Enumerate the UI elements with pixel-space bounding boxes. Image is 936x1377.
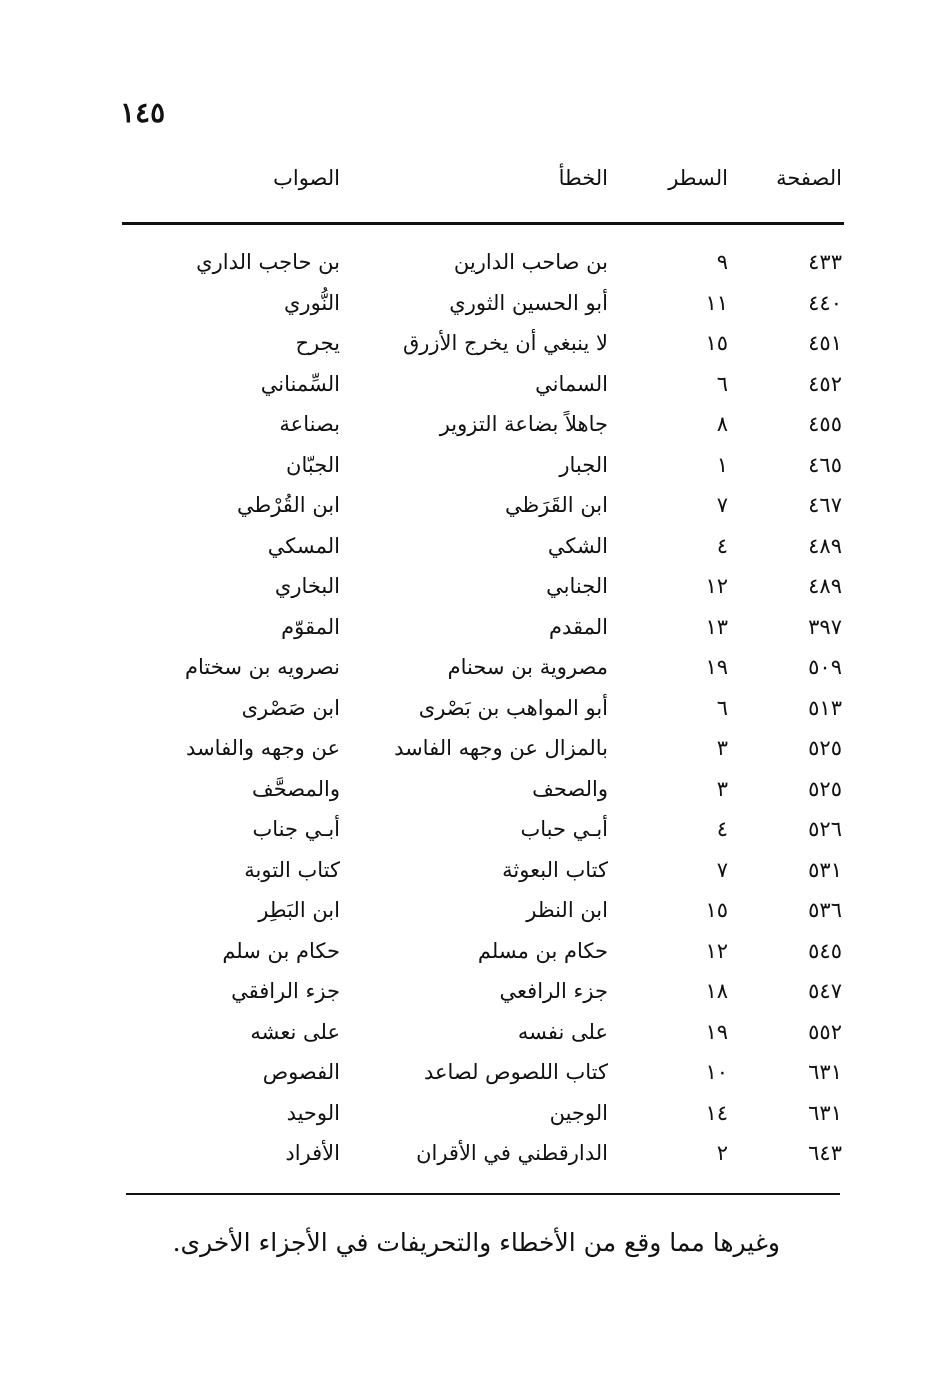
table-row (122, 449, 844, 490)
errata-table (122, 158, 844, 206)
table-row (122, 368, 844, 409)
table-row (122, 287, 844, 328)
cell-line: ٤ (716, 817, 728, 841)
cell-wrong: أبو المواهب بن بَصْرى (418, 695, 608, 720)
cell-line: ١١ (705, 290, 728, 315)
cell-correct: كتاب التوبة (244, 857, 340, 882)
table-row (122, 692, 844, 733)
cell-correct: السِّمناني (260, 371, 340, 396)
header-correct: الصواب (273, 166, 340, 190)
cell-line: ١ (716, 452, 728, 477)
cell-line: ٦ (716, 371, 728, 396)
cell-page: ٤٥٥ (808, 412, 842, 436)
cell-correct: الفصوص (262, 1060, 340, 1084)
cell-page: ٥٣٦ (808, 898, 842, 922)
header-rule (122, 222, 844, 225)
cell-wrong: السماني (535, 371, 608, 396)
cell-correct: المسكي (267, 533, 340, 558)
cell-correct: جزء الرافقي (231, 979, 340, 1003)
cell-wrong: بن صاحب الدارين (453, 250, 608, 274)
cell-line: ١٥ (705, 898, 728, 922)
table-row (122, 570, 844, 611)
cell-page: ٤٤٠ (808, 290, 842, 315)
table-header (122, 158, 844, 206)
cell-page: ٥٠٩ (808, 655, 842, 679)
cell-wrong: على نفسه (517, 1019, 608, 1044)
cell-line: ١٢ (705, 574, 728, 598)
cell-line: ١٢ (705, 938, 728, 963)
footer-rule (126, 1193, 840, 1195)
table-row (122, 489, 844, 530)
table-row (122, 975, 844, 1016)
cell-line: ١٥ (705, 331, 728, 355)
cell-wrong: كتاب اللصوص لصاعد (423, 1060, 608, 1084)
cell-page: ٣٩٧ (808, 614, 842, 639)
cell-line: ٩ (716, 250, 728, 274)
cell-line: ٤ (716, 533, 728, 558)
table-row (122, 894, 844, 935)
table-row (122, 651, 844, 692)
cell-wrong: الوجين (549, 1100, 608, 1125)
cell-page: ٦٣١ (808, 1100, 842, 1125)
cell-wrong: ابن القَرَظي (504, 493, 608, 517)
table-row (122, 530, 844, 571)
cell-correct: عن وجهه والفاسد (186, 736, 340, 760)
cell-correct: النُّوري (284, 290, 340, 315)
cell-wrong: الجبار (559, 452, 608, 477)
cell-correct: ابن صَصْرى (241, 695, 340, 720)
cell-page: ٥٢٥ (808, 776, 842, 801)
cell-correct: المقوّم (281, 614, 340, 639)
cell-correct: حكام بن سلم (222, 938, 340, 963)
cell-line: ٧ (716, 493, 728, 517)
cell-wrong: والصحف (532, 776, 608, 801)
cell-correct: على نعشه (250, 1019, 340, 1044)
cell-correct: نصرويه بن سختام (185, 655, 340, 679)
cell-line: ٦ (716, 695, 728, 720)
cell-page: ٥٥٢ (808, 1019, 842, 1044)
table-body (122, 246, 844, 1178)
table-row (122, 1056, 844, 1097)
cell-page: ٤٥١ (808, 331, 842, 355)
table-row (122, 1016, 844, 1057)
header-page: الصفحة (776, 166, 842, 190)
cell-correct: ابن القُرْطي (236, 493, 340, 517)
table-row (122, 246, 844, 287)
page-number: ١٤٥ (120, 96, 166, 129)
table-row (122, 854, 844, 895)
cell-correct: الجبّان (286, 452, 340, 477)
cell-line: ٣ (716, 736, 728, 760)
cell-wrong: مصروية بن سحنام (447, 655, 608, 679)
cell-page: ٦٤٣ (808, 1141, 842, 1165)
table-row (122, 1097, 844, 1138)
cell-line: ١٩ (705, 1019, 728, 1044)
cell-wrong: المقدم (548, 614, 608, 639)
cell-page: ٤٥٢ (808, 371, 842, 396)
cell-correct: الوحيد (286, 1100, 340, 1125)
cell-correct: والمصحَّف (251, 776, 340, 801)
cell-line: ٧ (716, 857, 728, 882)
cell-line: ٣ (716, 776, 728, 801)
cell-page: ٤٨٩ (808, 533, 842, 558)
cell-wrong: الجنابي (546, 574, 608, 598)
cell-line: ١٩ (705, 655, 728, 679)
footnote: وغيرها مما وقع من الأخطاء والتحريفات في الأجزاء الأخرى. (172, 1228, 780, 1257)
table-row (122, 935, 844, 976)
cell-page: ٤٨٩ (808, 574, 842, 598)
cell-wrong: أبـي حباب (520, 817, 608, 841)
cell-correct: البخاري (274, 574, 340, 598)
cell-wrong: الشكي (547, 533, 608, 558)
cell-wrong: ابن النظر (526, 898, 608, 922)
cell-page: ٤٦٥ (808, 452, 842, 477)
table-row (122, 1137, 844, 1178)
cell-line: ١٨ (705, 979, 728, 1003)
cell-page: ٤٦٧ (808, 493, 842, 517)
cell-page: ٥٤٥ (808, 938, 842, 963)
cell-page: ٥٣١ (808, 857, 842, 882)
cell-page: ٥٢٥ (808, 736, 842, 760)
cell-wrong: جاهلاً بضاعة التزوير (439, 412, 608, 436)
cell-line: ٨ (716, 412, 728, 436)
table-row (122, 773, 844, 814)
cell-page: ٦٣١ (808, 1060, 842, 1084)
cell-page: ٥٢٦ (808, 817, 842, 841)
cell-page: ٥١٣ (808, 695, 842, 720)
cell-line: ١٠ (705, 1060, 728, 1084)
cell-line: ١٣ (705, 614, 728, 639)
cell-correct: ابن البَطِر (258, 898, 340, 922)
cell-page: ٥٤٧ (808, 979, 842, 1003)
cell-wrong: كتاب البعوثة (502, 857, 608, 882)
cell-correct: بصناعة (279, 412, 340, 436)
table-row (122, 732, 844, 773)
cell-correct: يجرح (295, 331, 340, 355)
cell-correct: الأفراد (285, 1141, 340, 1165)
table-row (122, 327, 844, 368)
cell-wrong: الدارقطني في الأقران (416, 1141, 608, 1165)
cell-wrong: حكام بن مسلم (477, 938, 608, 963)
cell-wrong: بالمزال عن وجهه الفاسد (394, 736, 608, 760)
cell-page: ٤٣٣ (808, 250, 842, 274)
table-row (122, 611, 844, 652)
cell-line: ٢ (716, 1141, 728, 1165)
cell-wrong: جزء الرافعي (499, 979, 608, 1003)
cell-wrong: أبو الحسين الثوري (449, 290, 608, 315)
cell-line: ١٤ (705, 1100, 728, 1125)
cell-correct: بن حاجب الداري (196, 250, 340, 274)
table-row (122, 408, 844, 449)
table-row (122, 813, 844, 854)
cell-correct: أبـي جناب (252, 817, 340, 841)
cell-wrong: لا ينبغي أن يخرج الأزرق (402, 331, 608, 355)
header-wrong: الخطأ (558, 166, 608, 190)
header-line: السطر (668, 166, 728, 190)
